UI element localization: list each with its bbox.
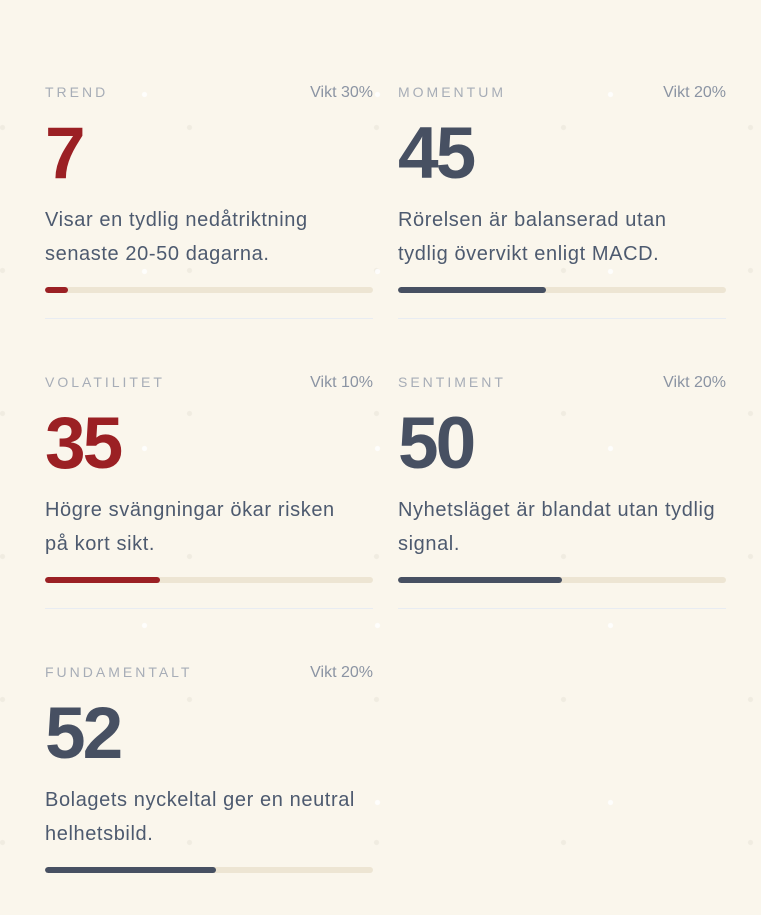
progress-track bbox=[398, 577, 726, 583]
metric-card-fundamentalt bbox=[45, 664, 373, 898]
description-line: Bolagets nyckeltal ger en neutral bbox=[45, 789, 355, 811]
metric-value: 52 bbox=[45, 693, 121, 774]
metric-card-header bbox=[398, 374, 726, 390]
progress-fill bbox=[398, 287, 546, 293]
description-line: senaste 20-50 dagarna. bbox=[45, 243, 270, 265]
metric-description bbox=[45, 493, 373, 561]
metric-weight: Vikt 10% bbox=[310, 374, 373, 391]
metric-card-sentiment bbox=[398, 374, 726, 609]
progress-fill bbox=[45, 867, 216, 873]
metric-value: 50 bbox=[398, 403, 474, 484]
progress-track bbox=[45, 287, 373, 293]
metric-card-momentum bbox=[398, 84, 726, 319]
metric-card-volatilitet bbox=[45, 374, 373, 609]
metric-value: 35 bbox=[45, 403, 121, 484]
description-line: tydlig övervikt enligt MACD. bbox=[398, 243, 660, 265]
progress-fill bbox=[45, 577, 160, 583]
metric-label: TREND bbox=[45, 84, 109, 100]
metric-weight: Vikt 20% bbox=[663, 84, 726, 101]
metric-description bbox=[398, 203, 726, 271]
metric-weight: Vikt 20% bbox=[663, 374, 726, 391]
metric-description bbox=[398, 493, 726, 561]
progress-fill bbox=[45, 287, 68, 293]
metric-description bbox=[45, 783, 373, 851]
description-line: på kort sikt. bbox=[45, 533, 156, 555]
metric-label: FUNDAMENTALT bbox=[45, 664, 193, 680]
description-line: Nyhetsläget är blandat utan tydlig bbox=[398, 499, 716, 521]
metric-card-header bbox=[45, 374, 373, 390]
metric-card-header bbox=[45, 664, 373, 680]
progress-track bbox=[45, 577, 373, 583]
description-line: Visar en tydlig nedåtriktning bbox=[45, 209, 308, 231]
metric-description bbox=[45, 203, 373, 271]
description-line: Högre svängningar ökar risken bbox=[45, 499, 335, 521]
metric-value: 7 bbox=[45, 113, 83, 194]
metric-value: 45 bbox=[398, 113, 474, 194]
progress-fill bbox=[398, 577, 562, 583]
description-line: Rörelsen är balanserad utan bbox=[398, 209, 667, 231]
metric-label: VOLATILITET bbox=[45, 374, 165, 390]
metric-card-header bbox=[45, 84, 373, 100]
progress-track bbox=[398, 287, 726, 293]
metric-label: MOMENTUM bbox=[398, 84, 506, 100]
progress-track bbox=[45, 867, 373, 873]
metric-card-header bbox=[398, 84, 726, 100]
metric-label: SENTIMENT bbox=[398, 374, 506, 390]
metric-card-trend bbox=[45, 84, 373, 319]
description-line: helhetsbild. bbox=[45, 823, 154, 845]
metric-weight: Vikt 20% bbox=[310, 664, 373, 681]
description-line: signal. bbox=[398, 533, 461, 555]
metric-weight: Vikt 30% bbox=[310, 84, 373, 101]
